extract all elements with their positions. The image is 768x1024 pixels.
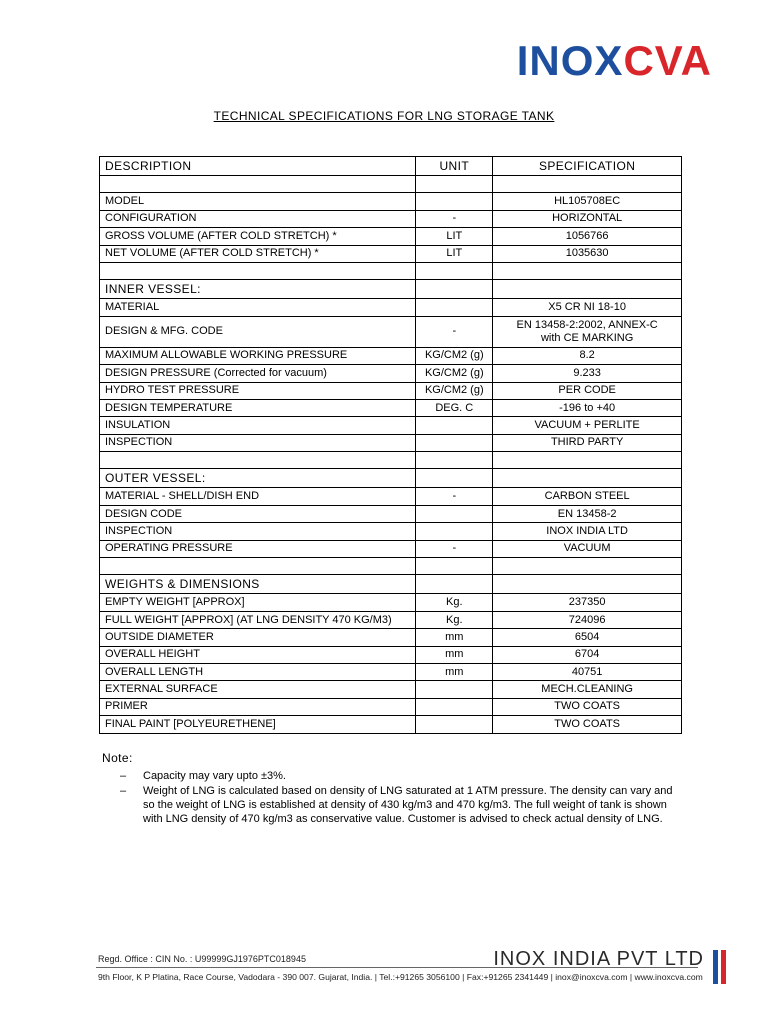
table-row [100,365,682,382]
note-bullet: – [120,785,127,797]
footer-company-name: INOX INDIA PVT LTD [493,948,704,970]
cell-description [100,452,416,469]
cell-specification: INOX INDIA LTD [493,523,682,540]
cell-unit [416,280,493,299]
company-logo [516,37,712,84]
header-description: DESCRIPTION [100,157,416,176]
specification-table [99,156,682,734]
cell-specification: VACUUM + PERLITE [493,417,682,434]
cell-unit: mm [416,646,493,663]
cell-description [100,262,416,279]
logo-text-cva: CVA [623,37,712,84]
cell-unit [416,262,493,279]
cell-specification: X5 CR NI 18-10 [493,299,682,316]
note-text: Weight of LNG is calculated based on density of LNG saturated at 1 ATM pressure. The density can vary and so the weight of LNG is established at density of 430 kg/m3 and 470 kg/m3. The full weight of tank is shown with LNG density of 470 kg/m3 as conservative value. Customer is advised to check actual density of LNG. [143,785,673,825]
footer-regd-office: Regd. Office : CIN No. : U99999GJ1976PTC018945 [98,954,306,964]
table-row [100,399,682,416]
cell-unit [416,558,493,575]
cell-unit: KG/CM2 (g) [416,365,493,382]
table-row [100,210,682,227]
cell-specification: THIRD PARTY [493,434,682,451]
page-footer [96,944,726,994]
cell-specification [493,575,682,594]
table-row [100,262,682,279]
cell-specification: EN 13458-2:2002, ANNEX-C with CE MARKING [493,316,682,347]
table-row [100,523,682,540]
cell-unit: - [416,210,493,227]
cell-description: INSPECTION [100,434,416,451]
cell-unit [416,176,493,193]
document-title: TECHNICAL SPECIFICATIONS FOR LNG STORAGE TANK [213,109,555,123]
cell-description: INNER VESSEL: [100,280,416,299]
cell-description: EMPTY WEIGHT [APPROX] [100,594,416,611]
cell-specification: 724096 [493,611,682,628]
cell-specification: PER CODE [493,382,682,399]
table-row [100,280,682,299]
cell-specification [493,469,682,488]
cell-description: OUTSIDE DIAMETER [100,629,416,646]
cell-description: WEIGHTS & DIMENSIONS [100,575,416,594]
table-row [100,558,682,575]
cell-specification: 8.2 [493,347,682,364]
cell-unit [416,193,493,210]
cell-unit: LIT [416,228,493,245]
cell-unit [416,523,493,540]
cell-specification [493,558,682,575]
table-row [100,629,682,646]
cell-description: HYDRO TEST PRESSURE [100,382,416,399]
cell-specification: VACUUM [493,540,682,557]
logo-text-inox: INOX [516,37,624,84]
table-row [100,716,682,733]
cell-description: INSULATION [100,417,416,434]
header-unit: UNIT [416,157,493,176]
table-row [100,611,682,628]
cell-description: MAXIMUM ALLOWABLE WORKING PRESSURE [100,347,416,364]
cell-specification: 237350 [493,594,682,611]
cell-unit [416,452,493,469]
cell-specification: 1056766 [493,228,682,245]
cell-specification: HL105708EC [493,193,682,210]
table-row [100,193,682,210]
table-row [100,469,682,488]
cell-unit: mm [416,663,493,680]
cell-unit: - [416,540,493,557]
cell-specification: 40751 [493,663,682,680]
cell-specification: 6704 [493,646,682,663]
table-row [100,663,682,680]
cell-unit: LIT [416,245,493,262]
cell-unit [416,575,493,594]
table-row [100,347,682,364]
cell-unit [416,299,493,316]
table-header-row [100,157,682,176]
cell-unit [416,716,493,733]
table-row [100,681,682,698]
cell-description: PRIMER [100,698,416,715]
table-row [100,575,682,594]
table-row [100,228,682,245]
cell-description: NET VOLUME (AFTER COLD STRETCH) * [100,245,416,262]
cell-description: OPERATING PRESSURE [100,540,416,557]
footer-blue-stripe [713,950,718,984]
cell-unit: Kg. [416,611,493,628]
cell-description [100,558,416,575]
note-heading: Note: [102,751,133,765]
cell-specification: CARBON STEEL [493,488,682,505]
cell-specification: EN 13458-2 [493,505,682,522]
note-item [120,784,680,826]
cell-specification: 1035630 [493,245,682,262]
cell-unit [416,417,493,434]
table-row [100,540,682,557]
table-row [100,316,682,347]
cell-description: INSPECTION [100,523,416,540]
note-item [120,769,680,783]
cell-unit [416,505,493,522]
cell-specification: TWO COATS [493,698,682,715]
table-row [100,434,682,451]
table-row [100,505,682,522]
cell-description: OUTER VESSEL: [100,469,416,488]
cell-unit: - [416,316,493,347]
cell-unit: DEG. C [416,399,493,416]
cell-unit: KG/CM2 (g) [416,347,493,364]
table-row [100,452,682,469]
table-row [100,176,682,193]
note-text: Capacity may vary upto ±3%. [143,770,286,782]
cell-description: CONFIGURATION [100,210,416,227]
cell-specification: MECH.CLEANING [493,681,682,698]
cell-description: FULL WEIGHT [APPROX] (AT LNG DENSITY 470 KG/M3) [100,611,416,628]
cell-specification: 9.233 [493,365,682,382]
header-specification: SPECIFICATION [493,157,682,176]
table-row [100,594,682,611]
cell-unit [416,698,493,715]
cell-unit [416,469,493,488]
cell-specification [493,176,682,193]
cell-description: OVERALL LENGTH [100,663,416,680]
cell-description: OVERALL HEIGHT [100,646,416,663]
note-bullet: – [120,770,127,782]
cell-unit: mm [416,629,493,646]
table-row [100,417,682,434]
cell-unit [416,434,493,451]
table-row [100,299,682,316]
cell-description: DESIGN CODE [100,505,416,522]
cell-unit: KG/CM2 (g) [416,382,493,399]
cell-description [100,176,416,193]
table-row [100,245,682,262]
cell-description: GROSS VOLUME (AFTER COLD STRETCH) * [100,228,416,245]
footer-address: 9th Floor, K P Platina, Race Course, Vadodara - 390 007. Gujarat, India. | Tel.:+91265 3056100 | Fax:+91265 2341449 | inox@inoxcva.com | www.inoxcva.com [98,972,703,982]
table-row [100,698,682,715]
cell-specification: HORIZONTAL [493,210,682,227]
footer-divider [96,967,698,968]
cell-specification [493,452,682,469]
notes-list [120,769,680,827]
cell-description: FINAL PAINT [POLYEURETHENE] [100,716,416,733]
cell-description: MATERIAL - SHELL/DISH END [100,488,416,505]
table-row [100,646,682,663]
cell-description: MODEL [100,193,416,210]
cell-description: EXTERNAL SURFACE [100,681,416,698]
cell-unit: - [416,488,493,505]
cell-specification [493,262,682,279]
cell-description: DESIGN TEMPERATURE [100,399,416,416]
cell-specification: 6504 [493,629,682,646]
cell-unit: Kg. [416,594,493,611]
cell-specification: -196 to +40 [493,399,682,416]
cell-description: MATERIAL [100,299,416,316]
table-row [100,488,682,505]
cell-specification: TWO COATS [493,716,682,733]
cell-description: DESIGN & MFG. CODE [100,316,416,347]
footer-red-stripe [721,950,726,984]
cell-specification [493,280,682,299]
cell-description: DESIGN PRESSURE (Corrected for vacuum) [100,365,416,382]
table-row [100,382,682,399]
cell-unit [416,681,493,698]
